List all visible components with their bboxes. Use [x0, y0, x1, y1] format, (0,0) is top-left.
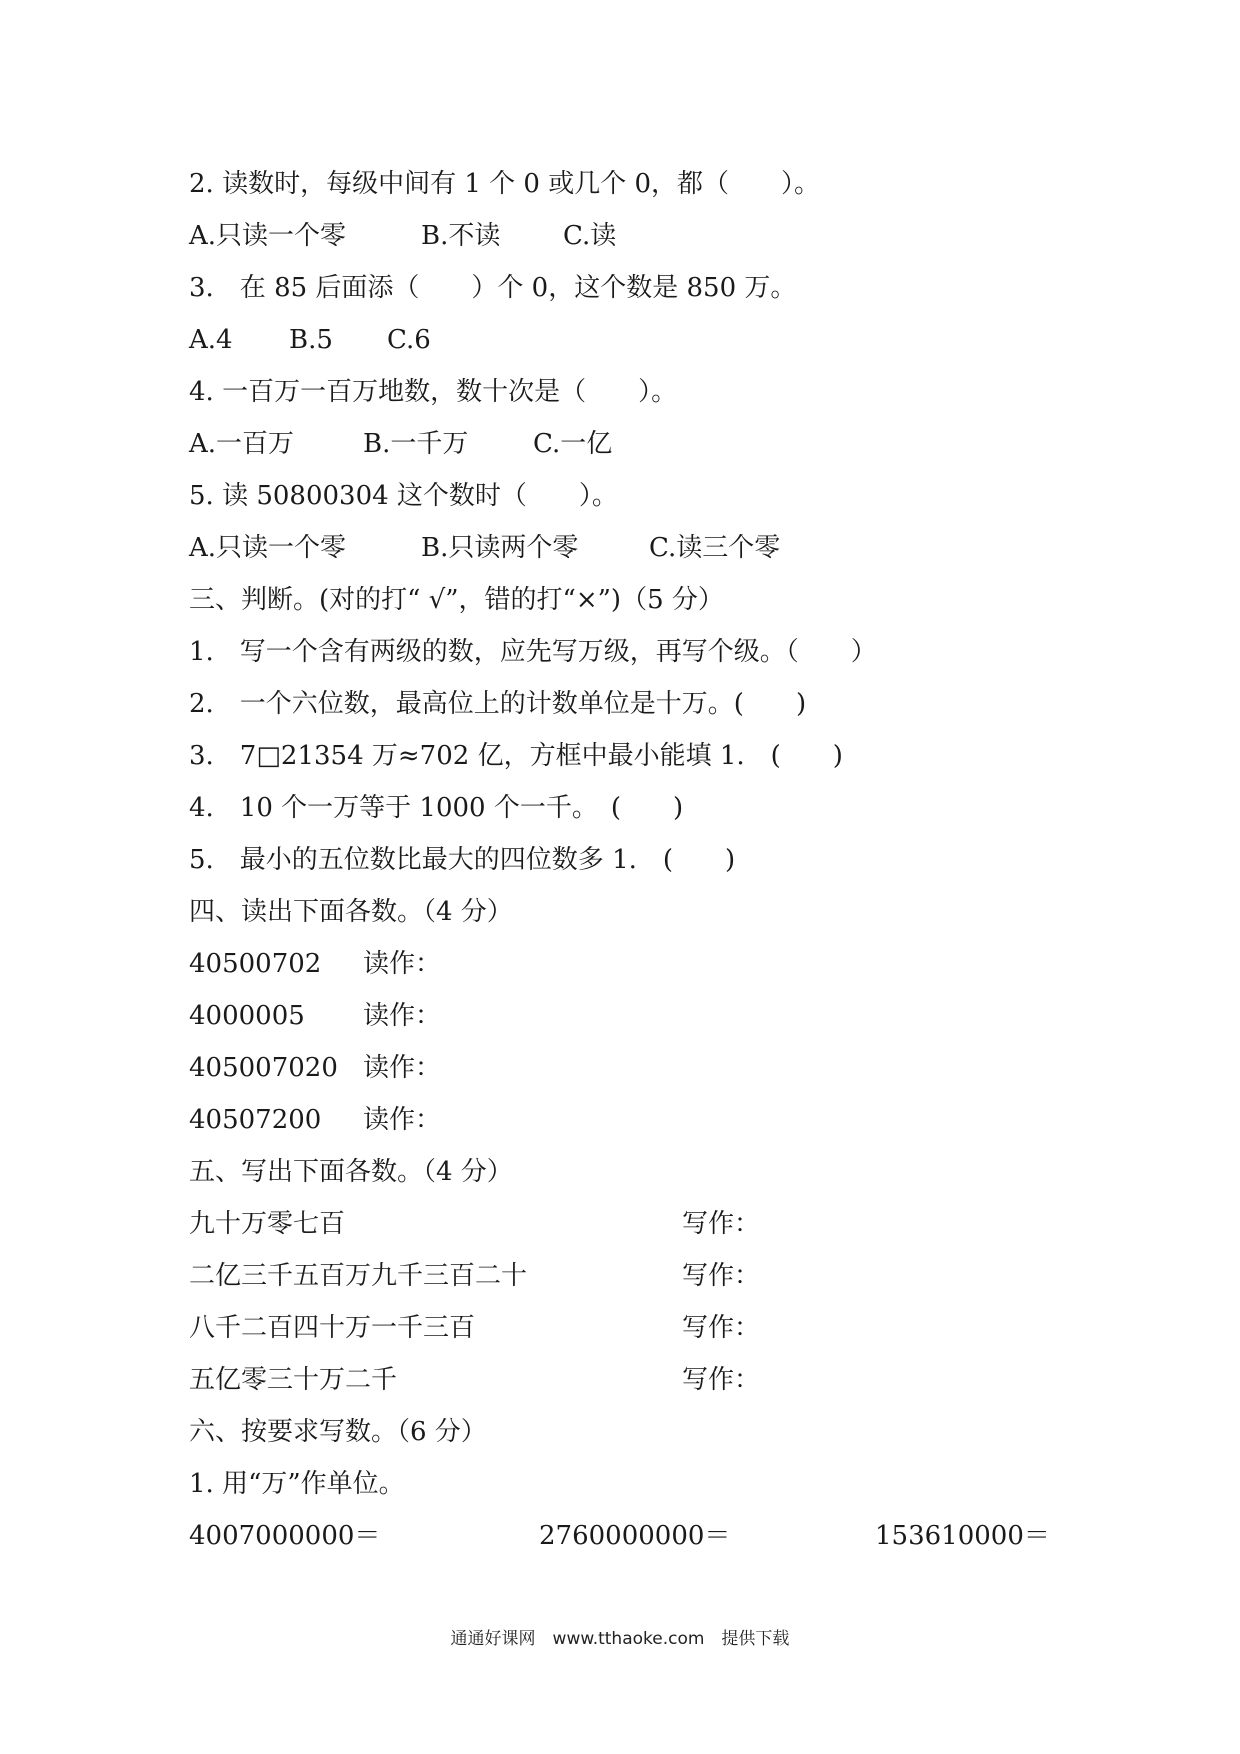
section3-title: 三、判断。(对的打“ √”，错的打“×”)（5 分）: [189, 585, 724, 615]
q4-option-a: A.一百万: [189, 429, 295, 459]
q2-option-b: B.不读: [421, 221, 501, 251]
q5-option-c: C.读三个零: [649, 533, 781, 563]
judge-item-3: 3. 7□21354 万≈702 亿，方框中最小能填 1. ( ): [189, 741, 843, 771]
section6-sub1: 1. 用“万”作单位。: [189, 1469, 405, 1499]
read-label: 读作：: [363, 949, 442, 979]
write-words: 八千二百四十万一千三百: [189, 1313, 476, 1343]
write-words: 五亿零三十万二千: [189, 1365, 398, 1395]
read-label: 读作：: [363, 1053, 442, 1083]
convert-expr-3: 153610000＝: [875, 1521, 1050, 1551]
q4-option-c: C.一亿: [533, 429, 613, 459]
judge-item-4: 4. 10 个一万等于 1000 个一千。 ( ): [189, 793, 684, 823]
q3-option-a: A.4: [189, 325, 233, 355]
write-label: 写作：: [682, 1261, 761, 1291]
q5-option-a: A.只读一个零: [189, 533, 347, 563]
section6-title: 六、按要求写数。（6 分）: [189, 1417, 487, 1447]
q2-stem: 2. 读数时，每级中间有 1 个 0 或几个 0，都（ ）。: [189, 169, 821, 199]
write-words: 二亿三千五百万九千三百二十: [189, 1261, 528, 1291]
q4-stem: 4. 一百万一百万地数，数十次是（ ）。: [189, 377, 678, 407]
convert-expr-2: 2760000000＝: [539, 1521, 731, 1551]
q3-option-c: C.6: [387, 325, 431, 355]
read-number: 4000005: [189, 1001, 305, 1031]
write-label: 写作：: [682, 1365, 761, 1395]
judge-item-2: 2. 一个六位数，最高位上的计数单位是十万。( ): [189, 689, 807, 719]
read-label: 读作：: [363, 1001, 442, 1031]
read-number: 40500702: [189, 949, 322, 979]
write-words: 九十万零七百: [189, 1209, 346, 1239]
read-number: 405007020: [189, 1053, 338, 1083]
q4-option-b: B.一千万: [363, 429, 469, 459]
q2-option-a: A.只读一个零: [189, 221, 347, 251]
q5-option-b: B.只读两个零: [421, 533, 579, 563]
section4-title: 四、读出下面各数。（4 分）: [189, 897, 513, 927]
convert-expr-1: 4007000000＝: [189, 1521, 381, 1551]
q2-option-c: C.读: [563, 221, 617, 251]
write-label: 写作：: [682, 1209, 761, 1239]
read-label: 读作：: [363, 1105, 442, 1135]
section5-title: 五、写出下面各数。（4 分）: [189, 1157, 513, 1187]
q3-stem: 3. 在 85 后面添（ ）个 0，这个数是 850 万。: [189, 273, 797, 303]
judge-item-1: 1. 写一个含有两级的数，应先写万级，再写个级。（ ）: [189, 637, 877, 667]
judge-item-5: 5. 最小的五位数比最大的四位数多 1. ( ): [189, 845, 736, 875]
read-number: 40507200: [189, 1105, 322, 1135]
write-label: 写作：: [682, 1313, 761, 1343]
page-footer: 通通好课网 www.tthaoke.com 提供下载: [450, 1629, 790, 1649]
q5-stem: 5. 读 50800304 这个数时（ ）。: [189, 481, 618, 511]
q3-option-b: B.5: [289, 325, 333, 355]
